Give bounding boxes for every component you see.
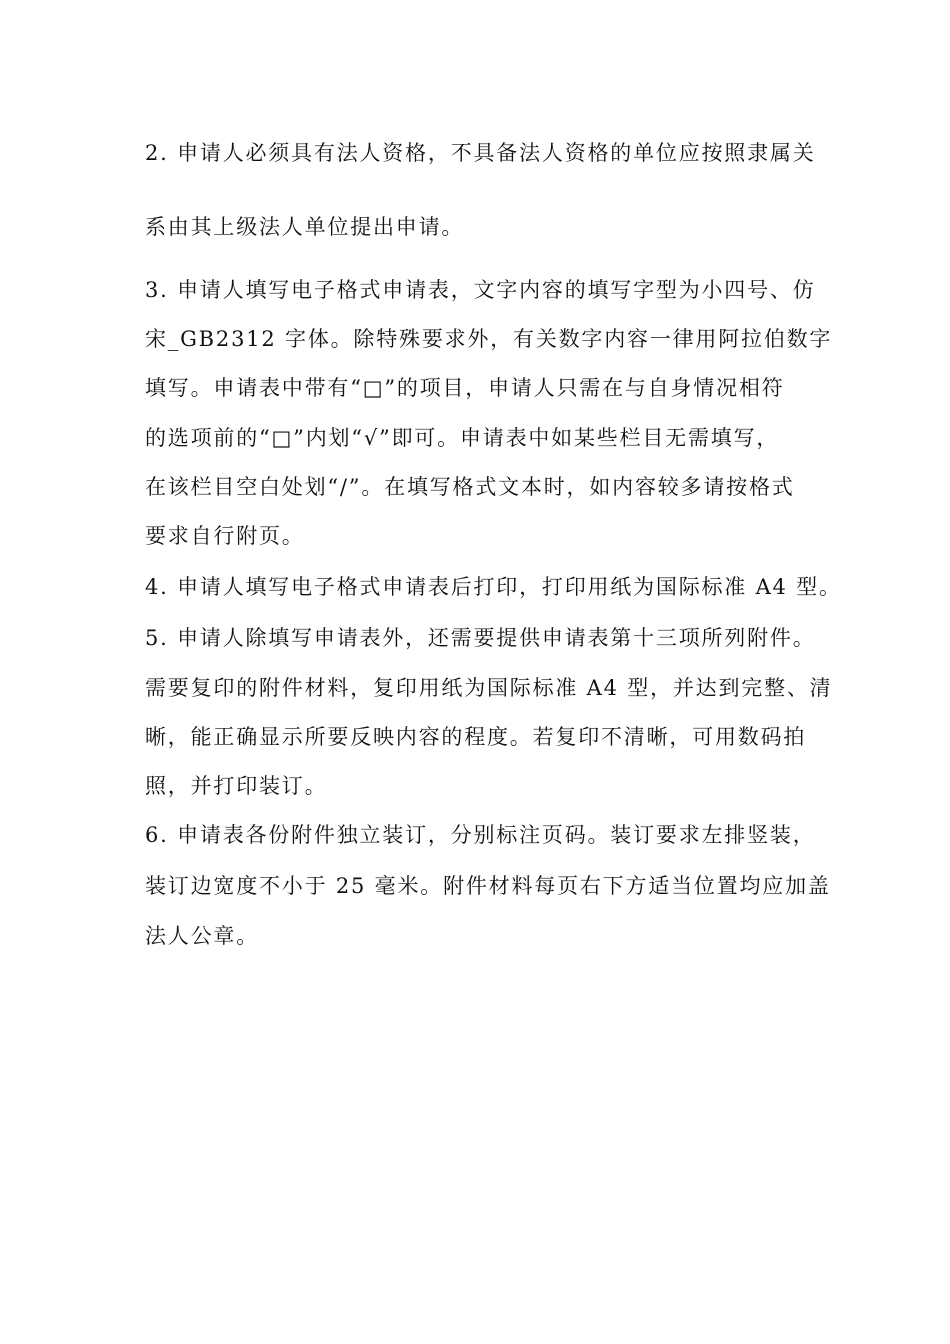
item-5-line-1: 5. 申请人除填写申请表外，还需要提供申请表第十三项所列附件。 — [145, 626, 816, 650]
item-6-line-3: 法人公章。 — [145, 924, 259, 948]
item-3-line-5: 在该栏目空白处划“/”。在填写格式文本时，如内容较多请按格式 — [145, 475, 795, 499]
item-3-line-3: 填写。申请表中带有“□”的项目，申请人只需在与自身情况相符 — [145, 376, 785, 400]
item-5-line-3: 晰，能正确显示所要反映内容的程度。若复印不清晰，可用数码拍 — [145, 725, 807, 749]
item-6-line-1: 6. 申请表各份附件独立装订，分别标注页码。装订要求左排竖装， — [145, 823, 816, 847]
item-3-line-2: 宋_GB2312 字体。除特殊要求外，有关数字内容一律用阿拉伯数字 — [145, 327, 833, 351]
item-2-line-1: 2. 申请人必须具有法人资格，不具备法人资格的单位应按照隶属关 — [145, 141, 816, 165]
item-3-line-1: 3. 申请人填写电子格式申请表，文字内容的填写字型为小四号、仿 — [145, 278, 816, 302]
item-3-line-4: 的选项前的“□”内划“√”即可。申请表中如某些栏目无需填写， — [145, 426, 780, 450]
item-5-line-4: 照，并打印装订。 — [145, 774, 328, 798]
item-4-line-1: 4. 申请人填写电子格式申请表后打印，打印用纸为国际标准 A4 型。 — [145, 575, 842, 599]
item-2-line-2: 系由其上级法人单位提出申请。 — [145, 215, 465, 239]
item-5-line-2: 需要复印的附件材料，复印用纸为国际标准 A4 型，并达到完整、清 — [145, 676, 833, 700]
item-6-line-2: 装订边宽度不小于 25 毫米。附件材料每页右下方适当位置均应加盖 — [145, 874, 831, 898]
item-3-line-6: 要求自行附页。 — [145, 524, 305, 548]
